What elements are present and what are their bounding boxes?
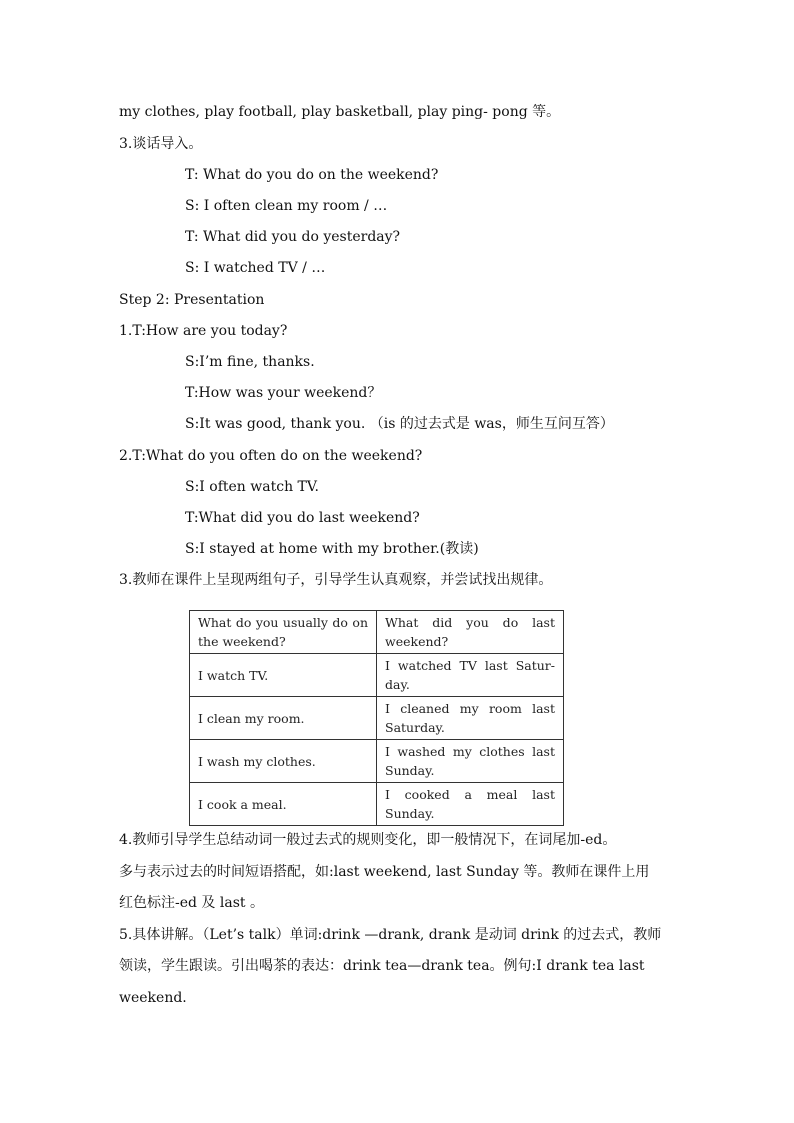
table-row: [190, 740, 564, 783]
table-cell-past: What did you do last weekend?: [377, 611, 564, 654]
table-cell-past: I washed my clothes last Sunday.: [377, 740, 564, 783]
dialogue-line: S:I often watch TV.: [185, 479, 319, 495]
dialogue-line: T:What did you do last weekend?: [185, 510, 420, 526]
table-cell-usual: What do you usually do on the weekend?: [190, 611, 377, 654]
table-cell-usual: I wash my clothes.: [190, 740, 377, 783]
table-cell-past: I watched TV last Satur-day.: [377, 654, 564, 697]
table-cell-past: I cooked a meal last Sunday.: [377, 783, 564, 826]
dialogue-line: T: What did you do yesterday?: [185, 229, 401, 245]
dialogue-line: S:I stayed at home with my brother.(教读): [185, 541, 479, 557]
instruction-line: 4.教师引导学生总结动词一般过去式的规则变化，即一般情况下，在词尾加-ed。: [119, 832, 617, 848]
dialogue-line: T: What do you do on the weekend?: [185, 167, 439, 183]
table-cell-usual: I watch TV.: [190, 654, 377, 697]
dialogue-line: S:I’m fine, thanks.: [185, 354, 315, 370]
dialogue-line: S: I watched TV / …: [185, 260, 326, 276]
table-row: [190, 783, 564, 826]
table-row: [190, 654, 564, 697]
step-heading: Step 2: Presentation: [119, 292, 265, 308]
table-cell-usual: I clean my room.: [190, 697, 377, 740]
instruction-line: 3.教师在课件上呈现两组句子，引导学生认真观察，并尝试找出规律。: [119, 572, 553, 588]
table-cell-usual: I cook a meal.: [190, 783, 377, 826]
comparison-table: [189, 610, 564, 826]
instruction-line: weekend.: [119, 990, 187, 1006]
instruction-line: 多与表示过去的时间短语搭配，如:last weekend, last Sunday 等。教师在课件上用: [119, 864, 650, 880]
text-line-1: my clothes, play football, play basketball, play ping- pong 等。: [119, 104, 561, 120]
table-cell-past: I cleaned my room last Saturday.: [377, 697, 564, 740]
dialogue-line: S: I often clean my room / …: [185, 198, 388, 214]
dialogue-line: 1.T:How are you today?: [119, 323, 288, 339]
dialogue-line: 2.T:What do you often do on the weekend?: [119, 448, 423, 464]
section-heading-talk-intro: 3.谈话导入。: [119, 136, 203, 152]
table-row: [190, 697, 564, 740]
dialogue-line: S:It was good, thank you. （is 的过去式是 was，师生互问互答）: [185, 416, 614, 432]
dialogue-line: T:How was your weekend？: [185, 385, 382, 401]
instruction-line: 红色标注-ed 及 last 。: [119, 895, 264, 911]
instruction-line: 5.具体讲解。（Let’s talk）单词:drink —drank, drank 是动词 drink 的过去式，教师: [119, 927, 662, 943]
instruction-line: 领读，学生跟读。引出喝茶的表达：drink tea—drank tea。例句:I drank tea last: [119, 958, 645, 974]
table-row: [190, 611, 564, 654]
